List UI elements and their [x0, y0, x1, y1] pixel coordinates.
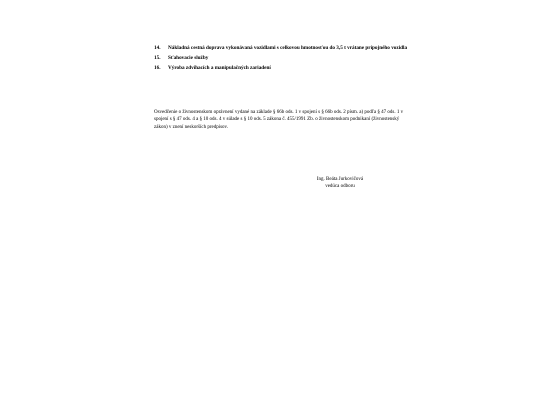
list-item-number: 14.: [154, 45, 161, 51]
list-item-text: Výroba zdvíhacích a manipulačných zariadení: [168, 65, 271, 71]
signatory-name: Ing. Beáta Jurkovičová: [316, 177, 364, 182]
business-activities-list: [154, 44, 414, 74]
signatory-title: vedúca odboru: [325, 184, 355, 190]
signature-block: [300, 176, 380, 190]
list-item-text: Nákladná cestná doprava vykonávaná vozidlami s celkovou hmotnosťou do 3,5 t vrátane prípojného vozidla: [168, 45, 408, 51]
list-item-number: 15.: [154, 55, 161, 61]
list-item-text: Sťahovacie služby: [168, 55, 209, 61]
list-item: [154, 54, 414, 62]
list-item-number: 16.: [154, 65, 161, 71]
certification-paragraph: Osvedčenie o živnostenskom oprávnení vydané na základe § 66b ods. 1 v spojení s § 66b ods. 2 písm. a) podľa § 47 ods. 1 v spojení s § 47 ods. 4 a § 10 ods. 4 v súlade s § 10 ods. 5 zákona č. 455/1991 Zb. o živnostenskom podnikaní (živnostenský zákon) v znení neskorších predpisov.: [154, 110, 404, 130]
list-item: [154, 44, 414, 52]
list-item: [154, 64, 414, 72]
